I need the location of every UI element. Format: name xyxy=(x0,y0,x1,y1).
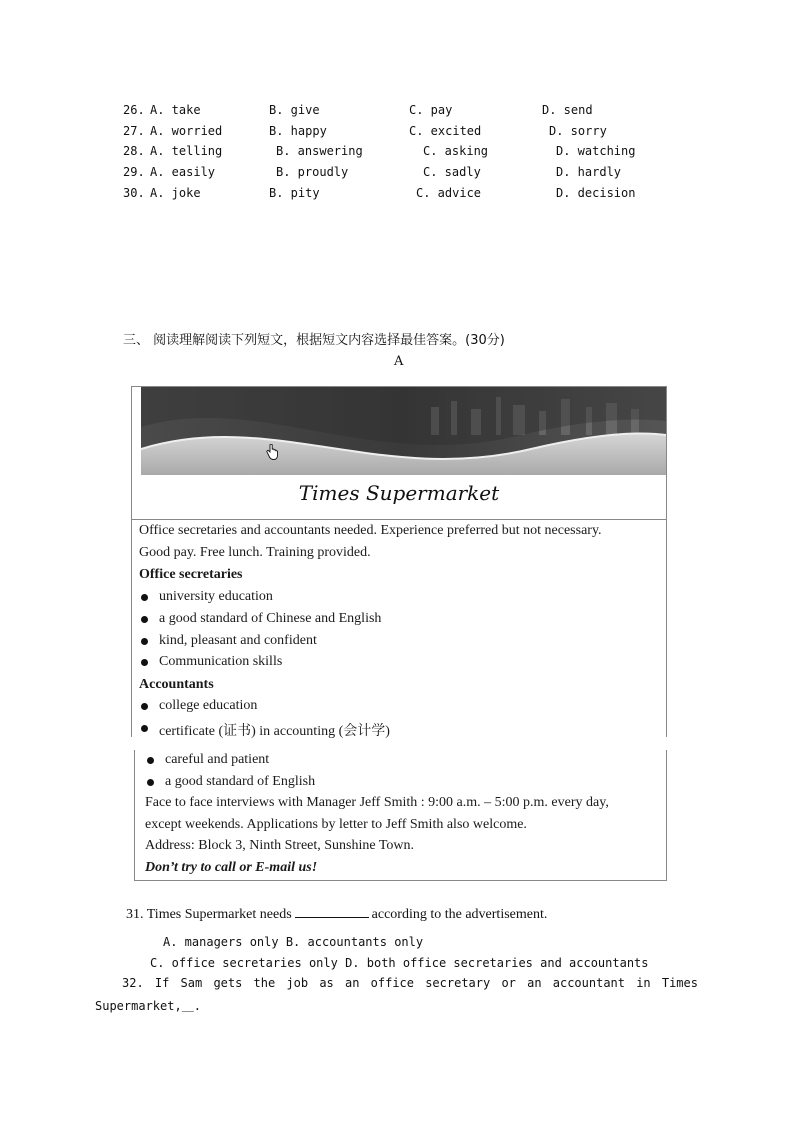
bullet-icon xyxy=(141,616,148,623)
list-item: Communication skills xyxy=(159,654,283,669)
question-row: 28. A. telling B. answering C. asking D. watching xyxy=(123,144,636,158)
question-row: 27. A. worried B. happy C. excited D. sorry xyxy=(123,124,607,138)
question-row: 26. A. take B. give C. pay D. send xyxy=(123,103,593,117)
bullet-icon xyxy=(141,594,148,601)
passage-letter: A xyxy=(394,354,404,369)
option-d: D. decision xyxy=(556,186,636,200)
bullet-icon xyxy=(141,725,148,732)
interview-info: Face to face interviews with Manager Jeff Smith : 9:00 a.m. – 5:00 p.m. every day, xyxy=(145,795,609,810)
option-b: B. pity xyxy=(269,186,320,200)
option-c: C. advice xyxy=(416,186,482,200)
ad-intro: Good pay. Free lunch. Training provided. xyxy=(139,545,371,560)
option-b: B. give xyxy=(269,103,320,117)
bullet-icon xyxy=(141,638,148,645)
option-a: A. joke xyxy=(150,186,201,200)
list-item: college education xyxy=(159,698,258,713)
secretaries-heading: Office secretaries xyxy=(139,567,243,582)
accountants-heading: Accountants xyxy=(139,677,214,692)
question-32-stem: Supermarket,＿. xyxy=(95,999,201,1013)
question-row: 29. A. easily B. proudly C. sadly D. hardly xyxy=(123,165,622,179)
list-item: university education xyxy=(159,589,273,604)
banner-image xyxy=(141,387,666,475)
option-c: C. asking xyxy=(423,144,489,158)
hand-cursor-icon xyxy=(265,444,279,460)
option-d: D. sorry xyxy=(549,124,607,138)
option-d: D. hardly xyxy=(556,165,622,179)
bullet-icon xyxy=(141,659,148,666)
bullet-icon xyxy=(141,703,148,710)
section-title: 三、 阅读理解阅读下列短文，根据短文内容选择最佳答案。(30分) xyxy=(123,333,505,348)
list-item: certificate (证书) in accounting (会计学) xyxy=(159,724,390,739)
advertisement-bottom xyxy=(134,750,667,881)
option-a: A. easily xyxy=(150,165,216,179)
option-b: B. happy xyxy=(269,124,327,138)
question-31-options: C. office secretaries only D. both office secretaries and accountants xyxy=(150,956,649,970)
option-a: A. telling xyxy=(150,144,223,158)
question-31-stem: 31. Times Supermarket needs according to the advertisement. xyxy=(126,907,548,922)
option-d: D. watching xyxy=(556,144,636,158)
answer-blank xyxy=(295,905,369,918)
option-c: C. sadly xyxy=(423,165,481,179)
list-item: a good standard of Chinese and English xyxy=(159,611,382,626)
ad-title: Times Supermarket xyxy=(298,481,500,505)
question-32-stem: 32. If Sam gets the job as an office secretary or an accountant in Times xyxy=(122,976,698,990)
question-row: 30. A. joke B. pity C. advice D. decision xyxy=(123,186,636,200)
interview-info: except weekends. Applications by letter to Jeff Smith also welcome. xyxy=(145,817,527,832)
warning: Don’t try to call or E-mail us! xyxy=(145,860,318,875)
bullet-icon xyxy=(147,779,154,786)
list-item: a good standard of English xyxy=(165,774,316,789)
list-item: careful and patient xyxy=(165,752,270,767)
option-c: C. excited xyxy=(409,124,482,138)
option-c: C. pay xyxy=(409,103,453,117)
option-b: B. answering xyxy=(276,144,363,158)
advertisement-top xyxy=(131,386,667,737)
bullet-icon xyxy=(147,757,154,764)
list-item: kind, pleasant and confident xyxy=(159,633,317,648)
address: Address: Block 3, Ninth Street, Sunshine Town. xyxy=(145,838,415,853)
option-d: D. send xyxy=(542,103,593,117)
question-31-options: A. managers only B. accountants only xyxy=(163,935,424,949)
option-a: A. take xyxy=(150,103,201,117)
option-a: A. worried xyxy=(150,124,223,138)
option-b: B. proudly xyxy=(276,165,349,179)
divider xyxy=(132,519,666,520)
ad-intro: Office secretaries and accountants needed. Experience preferred but not necessary. xyxy=(139,523,602,538)
